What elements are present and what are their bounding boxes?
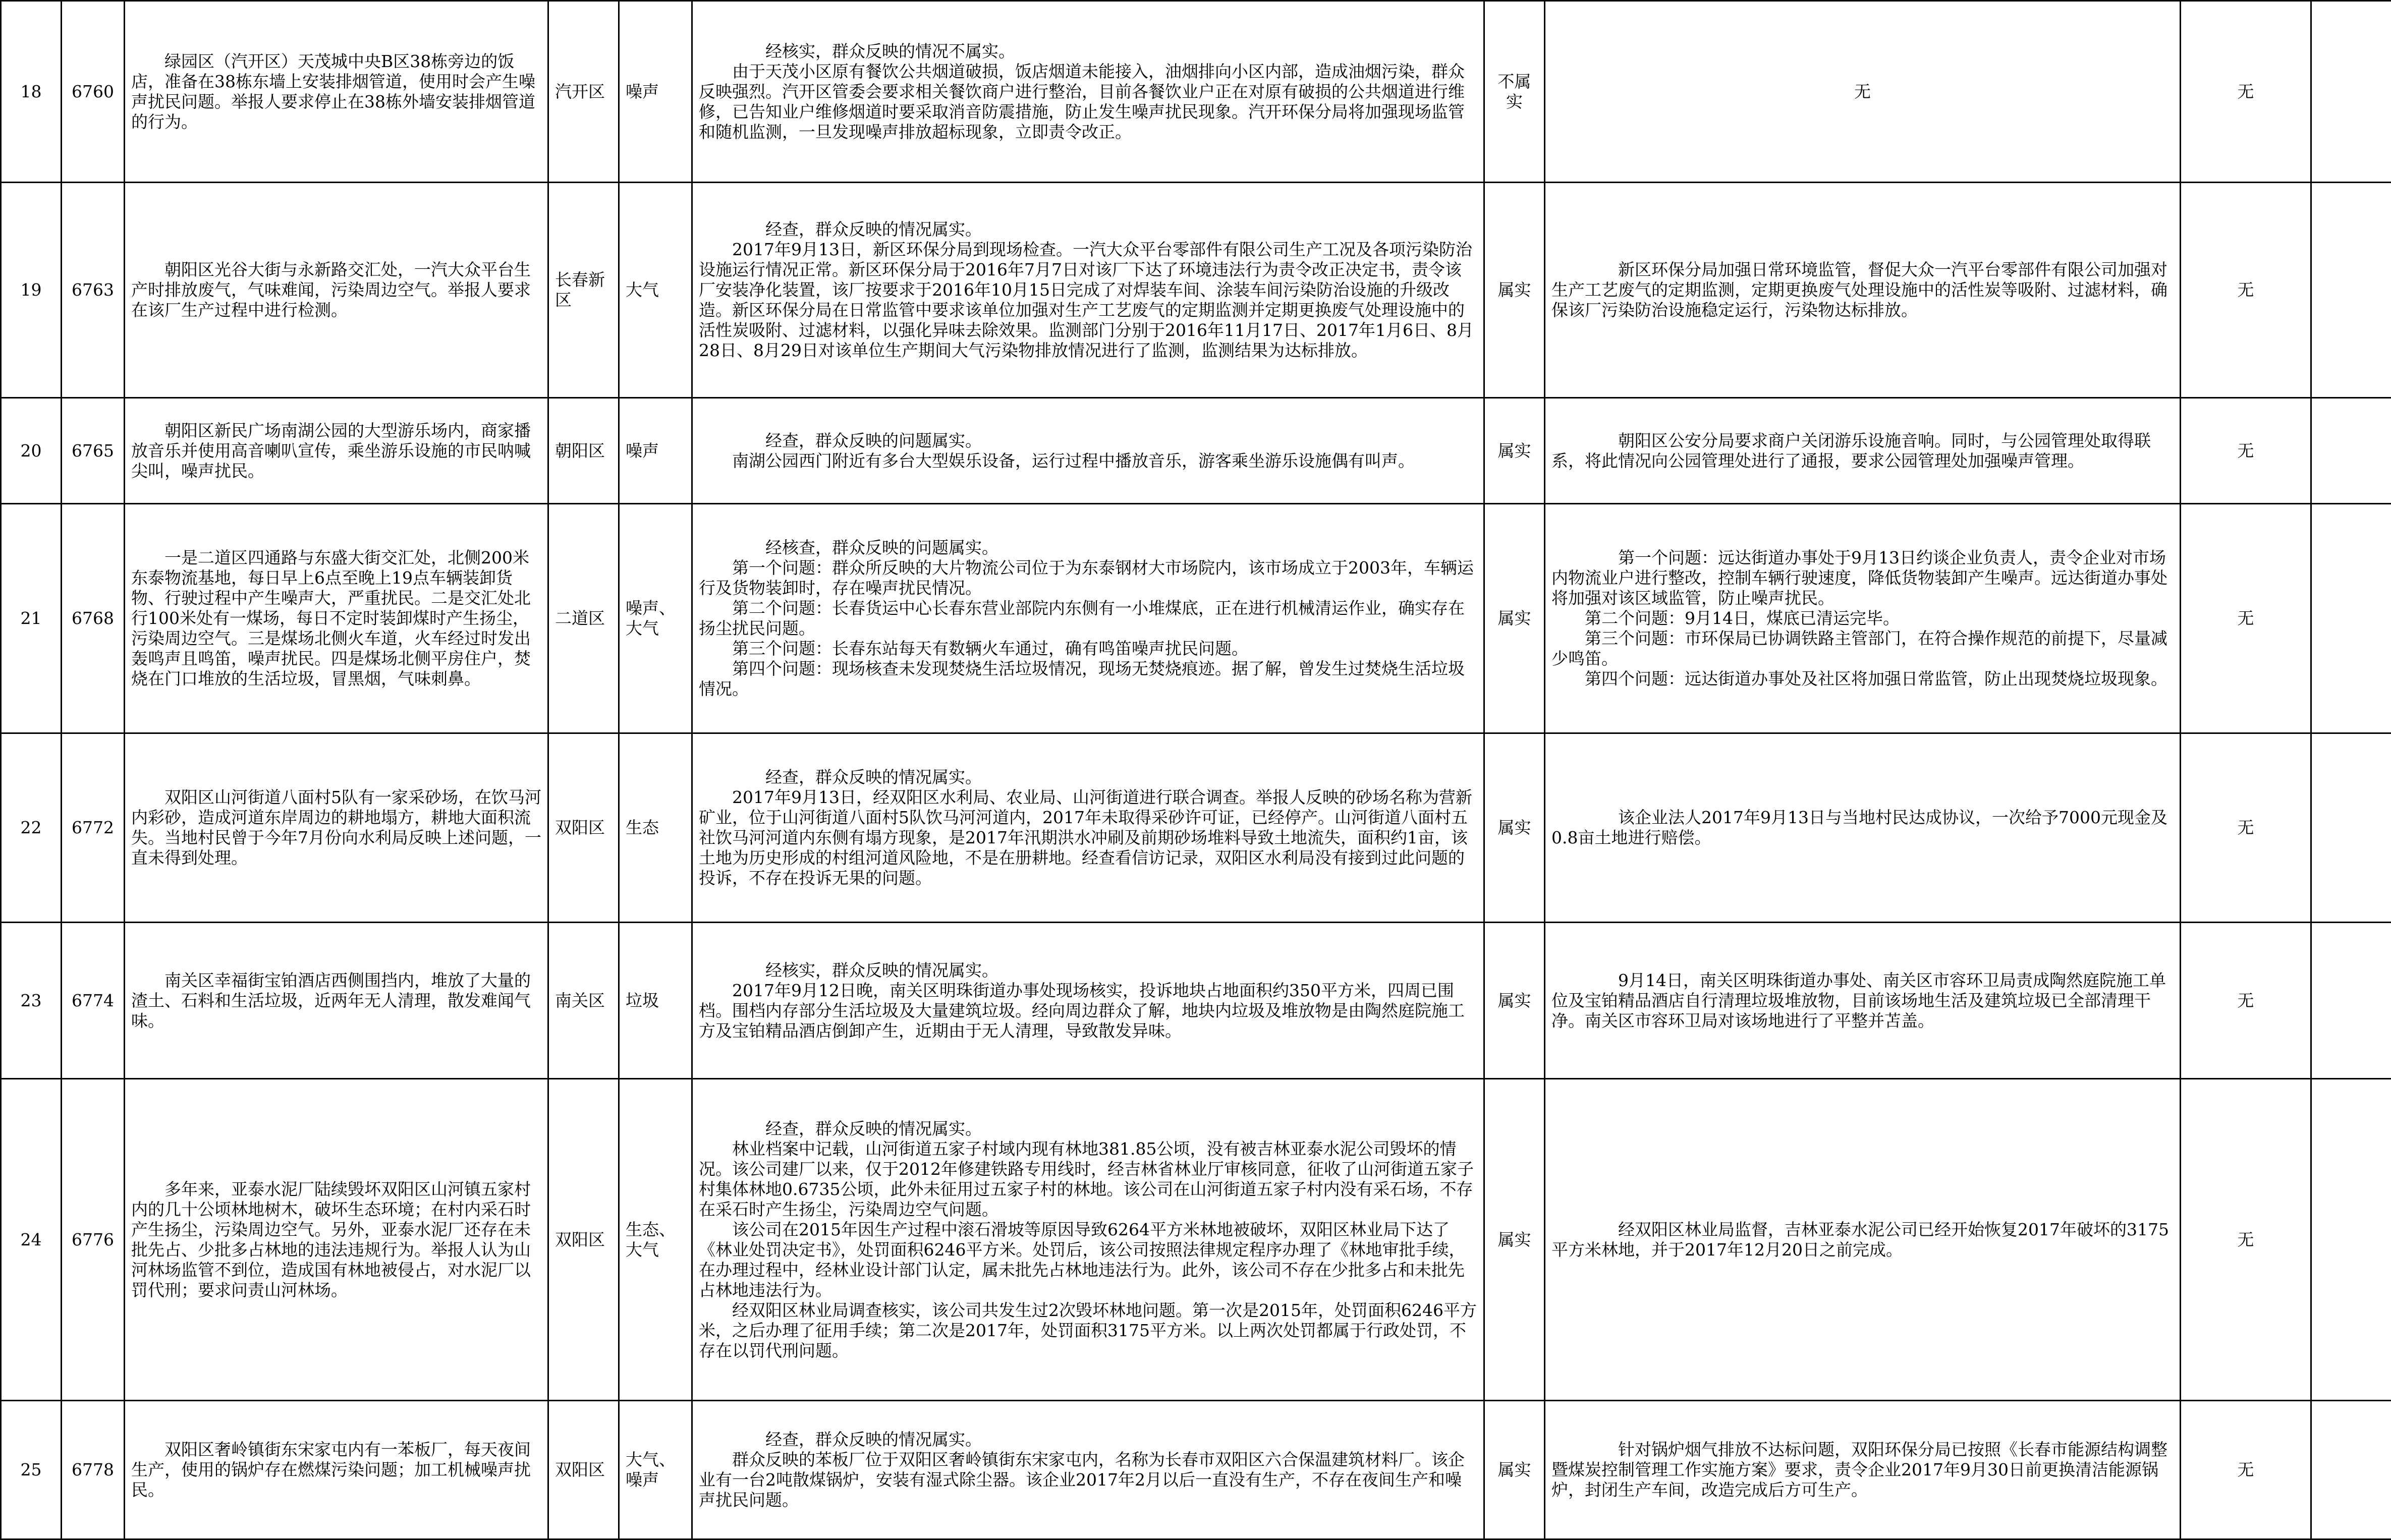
table-row — [1, 1079, 2391, 1401]
table-row — [1, 1, 2391, 183]
rectification-measures-paragraph: 第四个问题：远达街道办事处及社区将加强日常监管，防止出现焚烧垃圾现象。 — [1551, 669, 2174, 689]
case-number: 6774 — [62, 923, 125, 1079]
complaint-text: 一是二道区四通路与东盛大街交汇处，北侧200米东泰物流基地，每日早上6点至晚上19点车辆装卸货物、行驶过程中产生噪声大，严重扰民。二是交汇处北行100米处有一煤场，每日不定时装卸煤时产生扬尘，污染周边空气。三是煤场北侧火车道，火车经过时发出轰鸣声且鸣笛，噪声扰民。四是煤场北侧平房住户，焚烧在门口堆放的生活垃圾，冒黑烟，气味刺鼻。 — [131, 548, 541, 689]
investigation-findings-paragraph: 经核实，群众反映的情况属实。 — [699, 960, 1477, 981]
rectification-measures — [1545, 504, 2181, 733]
empty-column — [2311, 733, 2391, 923]
complaint-content — [125, 733, 548, 923]
empty-column — [2311, 398, 2391, 504]
table-row — [1, 923, 2391, 1079]
investigation-findings — [692, 183, 1484, 398]
table-row — [1, 504, 2391, 733]
verdict: 属实 — [1484, 183, 1545, 398]
investigation-findings-paragraph: 第二个问题：长春货运中心长春东营业部院内东侧有一小堆煤底，正在进行机械清运作业，确实存在扬尘扰民问题。 — [699, 598, 1477, 639]
empty-column — [2311, 1079, 2391, 1401]
rectification-measures — [1545, 733, 2181, 923]
complaint-text: 朝阳区光谷大街与永新路交汇处，一汽大众平台生产时排放废气，气味难闻，污染周边空气。举报人要求在该厂生产过程中进行检测。 — [131, 260, 541, 320]
verdict: 属实 — [1484, 1401, 1545, 1539]
rectification-measures-paragraph: 第二个问题：9月14日，煤底已清运完毕。 — [1551, 608, 2174, 629]
complaint-content — [125, 398, 548, 504]
pollution-type: 生态 — [619, 733, 692, 923]
empty-column — [2311, 1, 2391, 183]
pollution-type: 噪声 — [619, 1, 692, 183]
rectification-measures — [1545, 1079, 2181, 1401]
complaint-text: 多年来，亚泰水泥厂陆续毁坏双阳区山河镇五家村内的几十公顷林地树木，破坏生态环境；在村内采石时产生扬尘，污染周边空气。另外，亚泰水泥厂还存在未批先占、少批多占林地的违法违规行为。举报人认为山河林场监管不到位，造成国有林地被侵占，对水泥厂以罚代刑；要求问责山河林场。 — [131, 1179, 541, 1300]
verdict: 属实 — [1484, 733, 1545, 923]
rectification-measures-paragraph: 经双阳区林业局监督，吉林亚泰水泥公司已经开始恢复2017年破坏的3175平方米林地，并于2017年12月20日之前完成。 — [1551, 1220, 2174, 1260]
investigation-findings-paragraph: 经查，群众反映的情况属实。 — [699, 1119, 1477, 1139]
row-index: 23 — [1, 923, 62, 1079]
district: 南关区 — [548, 923, 619, 1079]
accountability: 无 — [2181, 923, 2311, 1079]
accountability: 无 — [2181, 1079, 2311, 1401]
investigation-findings — [692, 733, 1484, 923]
rectification-measures — [1545, 183, 2181, 398]
complaint-text: 双阳区山河街道八面村5队有一家采砂场，在饮马河内彩砂，造成河道东岸周边的耕地塌方，耕地大面积流失。当地村民曾于今年7月份向水利局反映上述问题，一直未得到处理。 — [131, 787, 541, 868]
case-number: 6776 — [62, 1079, 125, 1401]
table-body — [1, 1, 2391, 1539]
case-number: 6778 — [62, 1401, 125, 1539]
verdict: 属实 — [1484, 504, 1545, 733]
row-index: 24 — [1, 1079, 62, 1401]
investigation-findings-paragraph: 由于天茂小区原有餐饮公共烟道破损，饭店烟道未能接入，油烟排向小区内部，造成油烟污染，群众反映强烈。汽开区管委会要求相关餐饮商户进行整治，目前各餐饮业户正在对原有破损的公共烟道进行维修，已告知业户维修烟道时要采取消音防震措施，防止发生噪声扰民现象。汽开环保分局将加强现场监管和随机监测，一旦发现噪声排放超标现象，立即责令改正。 — [699, 62, 1477, 142]
complaint-content — [125, 1401, 548, 1539]
row-index: 22 — [1, 733, 62, 923]
table-row — [1, 1401, 2391, 1539]
district: 双阳区 — [548, 733, 619, 923]
district: 长春新区 — [548, 183, 619, 398]
complaint-content — [125, 1079, 548, 1401]
accountability: 无 — [2181, 504, 2311, 733]
investigation-findings-paragraph: 经核实，群众反映的情况不属实。 — [699, 41, 1477, 62]
complaint-content — [125, 923, 548, 1079]
rectification-measures — [1545, 398, 2181, 504]
table-row — [1, 183, 2391, 398]
investigation-findings-paragraph: 经查，群众反映的问题属实。 — [699, 431, 1477, 451]
empty-column — [2311, 504, 2391, 733]
complaint-content — [125, 183, 548, 398]
case-number: 6765 — [62, 398, 125, 504]
rectification-measures-paragraph: 新区环保分局加强日常环境监管，督促大众一汽平台零部件有限公司加强对生产工艺废气的定期监测，定期更换废气处理设施中的活性炭等吸附、过滤材料，确保该厂污染防治设施稳定运行，污染物达标排放。 — [1551, 260, 2174, 320]
accountability: 无 — [2181, 1, 2311, 183]
empty-column — [2311, 1401, 2391, 1539]
complaint-content — [125, 504, 548, 733]
rectification-measures — [1545, 923, 2181, 1079]
complaint-content — [125, 1, 548, 183]
complaint-text: 朝阳区新民广场南湖公园的大型游乐场内，商家播放音乐并使用高音喇叭宣传，乘坐游乐设施的市民呐喊尖叫，噪声扰民。 — [131, 421, 541, 481]
investigation-findings — [692, 504, 1484, 733]
verdict: 属实 — [1484, 398, 1545, 504]
rectification-measures: 无 — [1545, 1, 2181, 183]
verdict: 属实 — [1484, 923, 1545, 1079]
case-number: 6772 — [62, 733, 125, 923]
complaint-text: 双阳区奢岭镇街东宋家屯内有一苯板厂，每天夜间生产，使用的锅炉存在燃煤污染问题；加工机械噪声扰民。 — [131, 1440, 541, 1500]
case-number: 6768 — [62, 504, 125, 733]
investigation-findings-paragraph: 第一个问题：群众所反映的大片物流公司位于为东泰钢材大市场院内，该市场成立于2003年，车辆运行及货物装卸时，存在噪声扰民情况。 — [699, 558, 1477, 598]
rectification-measures-paragraph: 第一个问题：远达街道办事处于9月13日约谈企业负责人，责令企业对市场内物流业户进行整改，控制车辆行驶速度，降低货物装卸产生噪声。远达街道办事处将加强对该区域监管，防止噪声扰民。 — [1551, 548, 2174, 608]
table-row — [1, 398, 2391, 504]
row-index: 21 — [1, 504, 62, 733]
empty-column — [2311, 923, 2391, 1079]
row-index: 18 — [1, 1, 62, 183]
table-row — [1, 733, 2391, 923]
investigation-findings — [692, 1, 1484, 183]
investigation-findings-paragraph: 南湖公园西门附近有多台大型娱乐设备，运行过程中播放音乐，游客乘坐游乐设施偶有叫声。 — [699, 451, 1477, 471]
rectification-measures-paragraph: 朝阳区公安分局要求商户关闭游乐设施音响。同时，与公园管理处取得联系，将此情况向公园管理处进行了通报，要求公园管理处加强噪声管理。 — [1551, 431, 2174, 471]
investigation-findings-paragraph: 经查，群众反映的情况属实。 — [699, 767, 1477, 787]
pollution-type: 生态、大气 — [619, 1079, 692, 1401]
investigation-findings — [692, 1401, 1484, 1539]
investigation-findings-paragraph: 2017年9月13日，经双阳区水利局、农业局、山河街道进行联合调查。举报人反映的砂场名称为营新矿业，位于山河街道八面村5队饮马河河道内，2017年未取得采砂许可证，已经停产。山河街道八面村五社饮马河河道内东侧有塌方现象，是2017年汛期洪水冲刷及前期砂场堆料导致土地流失，面积约1亩，该土地为历史形成的村组河道风险地，不是在册耕地。经查看信访记录，双阳区水利局没有接到过此问题的投诉，不存在投诉无果的问题。 — [699, 787, 1477, 888]
complaint-text: 南关区幸福街宝铂酒店西侧围挡内，堆放了大量的渣土、石料和生活垃圾，近两年无人清理，散发难闻气味。 — [131, 971, 541, 1031]
case-number: 6763 — [62, 183, 125, 398]
empty-column — [2311, 183, 2391, 398]
row-index: 19 — [1, 183, 62, 398]
investigation-findings-paragraph: 经核查，群众反映的问题属实。 — [699, 538, 1477, 558]
investigation-findings-paragraph: 第三个问题：长春东站每天有数辆火车通过，确有鸣笛噪声扰民问题。 — [699, 639, 1477, 659]
rectification-measures-paragraph: 9月14日，南关区明珠街道办事处、南关区市容环卫局责成陶然庭院施工单位及宝铂精品酒店自行清理垃圾堆放物，目前该场地生活及建筑垃圾已全部清理干净。南关区市容环卫局对该场地进行了平整并苫盖。 — [1551, 971, 2174, 1031]
investigation-findings — [692, 923, 1484, 1079]
pollution-type: 大气 — [619, 183, 692, 398]
investigation-findings — [692, 398, 1484, 504]
district: 双阳区 — [548, 1401, 619, 1539]
investigation-findings-paragraph: 第四个问题：现场核查未发现焚烧生活垃圾情况，现场无焚烧痕迹。据了解，曾发生过焚烧生活垃圾情况。 — [699, 659, 1477, 699]
verdict: 属实 — [1484, 1079, 1545, 1401]
row-index: 20 — [1, 398, 62, 504]
investigation-findings-paragraph: 2017年9月13日，新区环保分局到现场检查。一汽大众平台零部件有限公司生产工况及各项污染防治设施运行情况正常。新区环保分局于2016年7月7日对该厂下达了环境违法行为责令改正决定书，责令该厂安装净化装置，该厂按要求于2016年10月15日完成了对焊装车间、涂装车间污染防治设施的升级改造。新区环保分局在日常监管中要求该单位加强对生产工艺废气的定期监测并定期更换废气处理设施中的活性炭吸附、过滤材料，以强化异味去除效果。监测部门分别于2016年11月17日、2017年1月6日、8月28日、8月29日对该单位生产期间大气污染物排放情况进行了监测，监测结果为达标排放。 — [699, 240, 1477, 361]
investigation-findings-paragraph: 经查，群众反映的情况属实。 — [699, 219, 1477, 240]
rectification-measures-paragraph: 该企业法人2017年9月13日与当地村民达成协议，一次给予7000元现金及0.8亩土地进行赔偿。 — [1551, 808, 2174, 848]
accountability: 无 — [2181, 733, 2311, 923]
district: 汽开区 — [548, 1, 619, 183]
investigation-findings-paragraph: 林业档案中记载，山河街道五家子村域内现有林地381.85公顷，没有被吉林亚泰水泥公司毁坏的情况。该公司建厂以来，仅于2012年修建铁路专用线时，经吉林省林业厅审核同意，征收了山河街道五家子村集体林地0.6735公顷，此外未征用过五家子村的林地。该公司在山河街道五家子村内没有采石场，不存在采石时产生扬尘，污染周边空气问题。 — [699, 1139, 1477, 1220]
accountability: 无 — [2181, 1401, 2311, 1539]
accountability: 无 — [2181, 183, 2311, 398]
district: 二道区 — [548, 504, 619, 733]
rectification-measures-paragraph: 针对锅炉烟气排放不达标问题，双阳环保分局已按照《长春市能源结构调整暨煤炭控制管理工作实施方案》要求，责令企业2017年9月30日前更换清洁能源锅炉，封闭生产车间，改造完成后方可生产。 — [1551, 1440, 2174, 1500]
district: 朝阳区 — [548, 398, 619, 504]
investigation-findings-paragraph: 经查，群众反映的情况属实。 — [699, 1430, 1477, 1450]
verdict: 不属实 — [1484, 1, 1545, 183]
pollution-type: 噪声 — [619, 398, 692, 504]
investigation-findings-paragraph: 经双阳区林业局调查核实，该公司共发生过2次毁坏林地问题。第一次是2015年，处罚面积6246平方米，之后办理了征用手续；第二次是2017年，处罚面积3175平方米。以上两次处罚都属于行政处罚，不存在以罚代刑问题。 — [699, 1300, 1477, 1361]
pollution-type: 噪声、大气 — [619, 504, 692, 733]
rectification-measures — [1545, 1401, 2181, 1539]
case-number: 6760 — [62, 1, 125, 183]
row-index: 25 — [1, 1401, 62, 1539]
investigation-findings-paragraph: 该公司在2015年因生产过程中滚石滑坡等原因导致6264平方米林地被破坏，双阳区林业局下达了《林业处罚决定书》，处罚面积6246平方米。处罚后，该公司按照法律规定程序办理了《林地审批手续，在办理过程中，经林业设计部门认定，属未批先占林地违法行为。此外，该公司不存在少批多占和未批先占林地违法行为。 — [699, 1220, 1477, 1300]
pollution-type: 垃圾 — [619, 923, 692, 1079]
pollution-type: 大气、噪声 — [619, 1401, 692, 1539]
accountability: 无 — [2181, 398, 2311, 504]
rectification-measures-paragraph: 第三个问题：市环保局已协调铁路主管部门，在符合操作规范的前提下，尽量减少鸣笛。 — [1551, 629, 2174, 669]
district: 双阳区 — [548, 1079, 619, 1401]
investigation-findings-paragraph: 群众反映的苯板厂位于双阳区奢岭镇街东宋家屯内，名称为长春市双阳区六合保温建筑材料厂。该企业有一台2吨散煤锅炉，安装有湿式除尘器。该企业2017年2月以后一直没有生产，不存在夜间生产和噪声扰民问题。 — [699, 1450, 1477, 1510]
investigation-findings-paragraph: 2017年9月12日晚，南关区明珠街道办事处现场核实，投诉地块占地面积约350平方米，四周已围档。围档内存部分生活垃圾及大量建筑垃圾。经向周边群众了解，地块内垃圾及堆放物是由陶然庭院施工方及宝铂精品酒店倒卸产生，近期由于无人清理，导致散发异味。 — [699, 981, 1477, 1041]
complaint-text: 绿园区（汽开区）天茂城中央B区38栋旁边的饭店，准备在38栋东墙上安装排烟管道，使用时会产生噪声扰民问题。举报人要求停止在38栋外墙安装排烟管道的行为。 — [131, 51, 541, 132]
investigation-findings — [692, 1079, 1484, 1401]
